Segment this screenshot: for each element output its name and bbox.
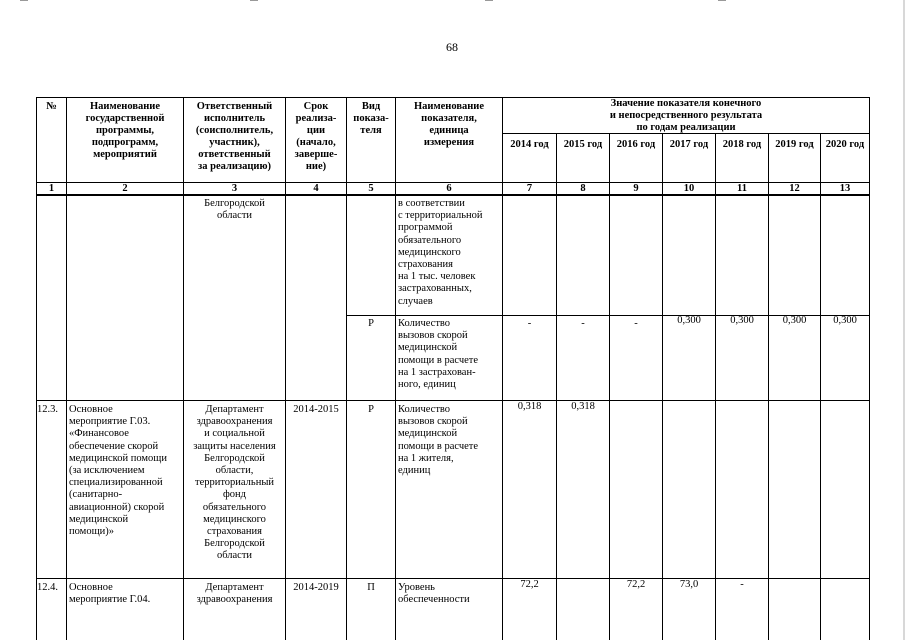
row-c-type: Р [368, 404, 374, 415]
row-d-name: Основное мероприятие Г.04. [69, 582, 151, 606]
column-number: 10 [683, 183, 695, 194]
column-number: 11 [737, 183, 747, 194]
row-d-value: - [740, 579, 744, 590]
header-year: 2018 год [722, 139, 762, 150]
header-values-group: Значение показателя конечного и непосредственного результата по годам реализации [609, 98, 763, 133]
column-number: 6 [446, 183, 452, 194]
row-c-number: 12.3. [37, 404, 58, 415]
row-b-value: 0,300 [677, 315, 701, 326]
column-number: 9 [633, 183, 639, 194]
row-b-value: 0,300 [833, 315, 857, 326]
row-b-indicator: Количество вызовов скорой медицинской помощи в расчете на 1 застрахован- ного, единиц [398, 318, 479, 391]
row-d-period: 2014-2019 [293, 582, 339, 593]
column-number: 13 [839, 183, 851, 194]
column-number: 2 [122, 183, 128, 194]
page-number: 68 [446, 40, 458, 54]
row-c-period: 2014-2015 [293, 404, 339, 415]
row-a-executor: Белгородской области [204, 198, 265, 222]
row-a-indicator: в соответствии с территориальной программой обязательного медицинского страхования на 1 тыс. человек застрахованных, случаев [398, 198, 483, 307]
header-year: 2015 год [563, 139, 603, 150]
header-year: 2016 год [616, 139, 656, 150]
row-b-value: - [581, 318, 585, 329]
header-period: Срок реализа- ции (начало, заверше- ние) [294, 101, 338, 172]
row-d-type: П [367, 582, 375, 593]
column-number: 7 [526, 183, 533, 194]
row-d-number: 12.4. [37, 582, 58, 593]
column-number: 12 [789, 183, 800, 194]
row-b-value: 0,300 [782, 315, 807, 326]
scan-mark [485, 0, 493, 9]
header-indicator-name: Наименование показателя, единица измерения [414, 101, 484, 148]
header-number: № [46, 101, 57, 112]
row-d-value: 72,2 [520, 579, 539, 590]
row-d-indicator: Уровень обеспеченности [398, 582, 470, 606]
column-number: 5 [368, 183, 374, 194]
row-c-indicator: Количество вызовов скорой медицинской помощи в расчете на 1 жителя, единиц [398, 404, 479, 477]
row-c-value: 0,318 [571, 401, 595, 412]
header-indicator-type: Вид показа- теля [353, 101, 389, 136]
column-number: 4 [313, 183, 319, 194]
row-c-executor: Департамент здравоохранения и социальной защиты населения Белгородской области, территориальный фонд обязательного медицинского страхования Белгородской области [193, 404, 276, 562]
row-c-value: 0,318 [517, 401, 542, 412]
row-d-value: 72,2 [626, 579, 646, 590]
header-year: 2019 год [775, 139, 814, 150]
row-b-type: Р [368, 318, 374, 329]
header-program-name: Наименование государственной программы, подпрограмм, мероприятий [85, 101, 165, 160]
column-number: 3 [231, 183, 238, 194]
row-b-value: 0,300 [730, 315, 754, 326]
row-b-value: - [634, 318, 638, 329]
scan-mark [718, 0, 726, 9]
row-d-value: 73,0 [679, 579, 699, 590]
row-c-name: Основное мероприятие Г.03. «Финансовое обеспечение скорой медицинской помощи (за исключением специализированной (санитарно- авиационной) скорой медицинской помощи)» [69, 404, 167, 538]
header-year: 2017 год [669, 139, 709, 150]
row-b-value: - [527, 318, 532, 329]
row-d-executor: Департамент здравоохранения [196, 582, 273, 606]
header-year: 2020 год [825, 139, 865, 150]
scan-mark [20, 0, 28, 9]
header-year: 2014 год [510, 139, 549, 150]
column-number: 8 [580, 183, 586, 194]
scan-mark [250, 0, 258, 9]
header-executor: Ответственный исполнитель (соисполнитель, участник), ответственный за реализацию) [195, 101, 274, 172]
column-number: 1 [48, 183, 55, 194]
